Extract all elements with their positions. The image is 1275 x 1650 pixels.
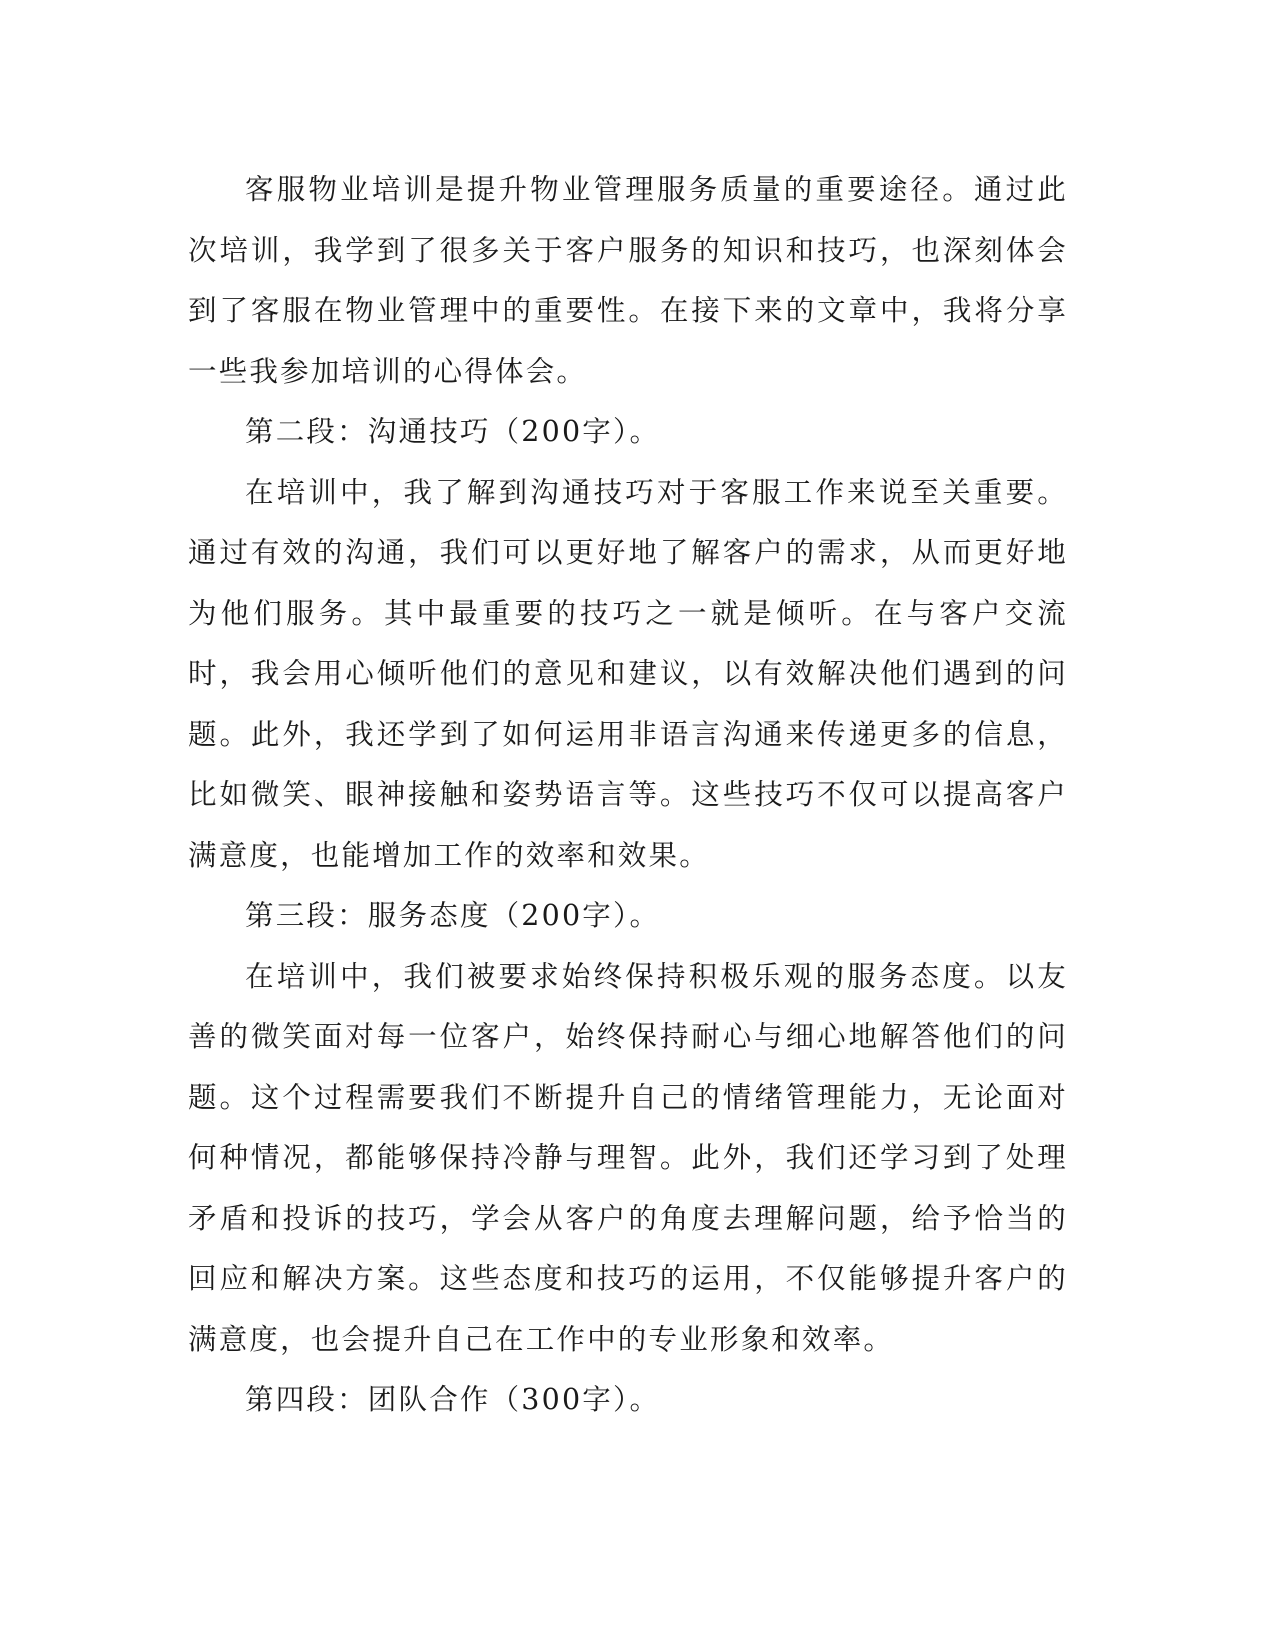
document-body: [188, 160, 1068, 1431]
section-2-heading: 第二段：沟通技巧（200字）。: [245, 415, 661, 448]
intro-paragraph: 客服物业培训是提升物业管理服务质量的重要途径。通过此次培训，我学到了很多关于客户服务的知识和技巧，也深刻体会到了客服在物业管理中的重要性。在接下来的文章中，我将分享一些我参加培训的心得体会。: [188, 173, 1068, 388]
section-4-heading: 第四段：团队合作（300字）。: [245, 1383, 661, 1416]
section-3-paragraph: 在培训中，我们被要求始终保持积极乐观的服务态度。以友善的微笑面对每一位客户，始终保持耐心与细心地解答他们的问题。这个过程需要我们不断提升自己的情绪管理能力，无论面对何种情况，都能够保持冷静与理智。此外，我们还学习到了处理矛盾和投诉的技巧，学会从客户的角度去理解问题，给予恰当的回应和解决方案。这些态度和技巧的运用，不仅能够提升客户的满意度，也会提升自己在工作中的专业形象和效率。: [188, 959, 1068, 1356]
section-2-paragraph: 在培训中，我了解到沟通技巧对于客服工作来说至关重要。通过有效的沟通，我们可以更好地了解客户的需求，从而更好地为他们服务。其中最重要的技巧之一就是倾听。在与客户交流时，我会用心倾听他们的意见和建议，以有效解决他们遇到的问题。此外，我还学到了如何运用非语言沟通来传递更多的信息，比如微笑、眼神接触和姿势语言等。这些技巧不仅可以提高客户满意度，也能增加工作的效率和效果。: [188, 475, 1068, 872]
section-3-heading: 第三段：服务态度（200字）。: [245, 899, 661, 932]
